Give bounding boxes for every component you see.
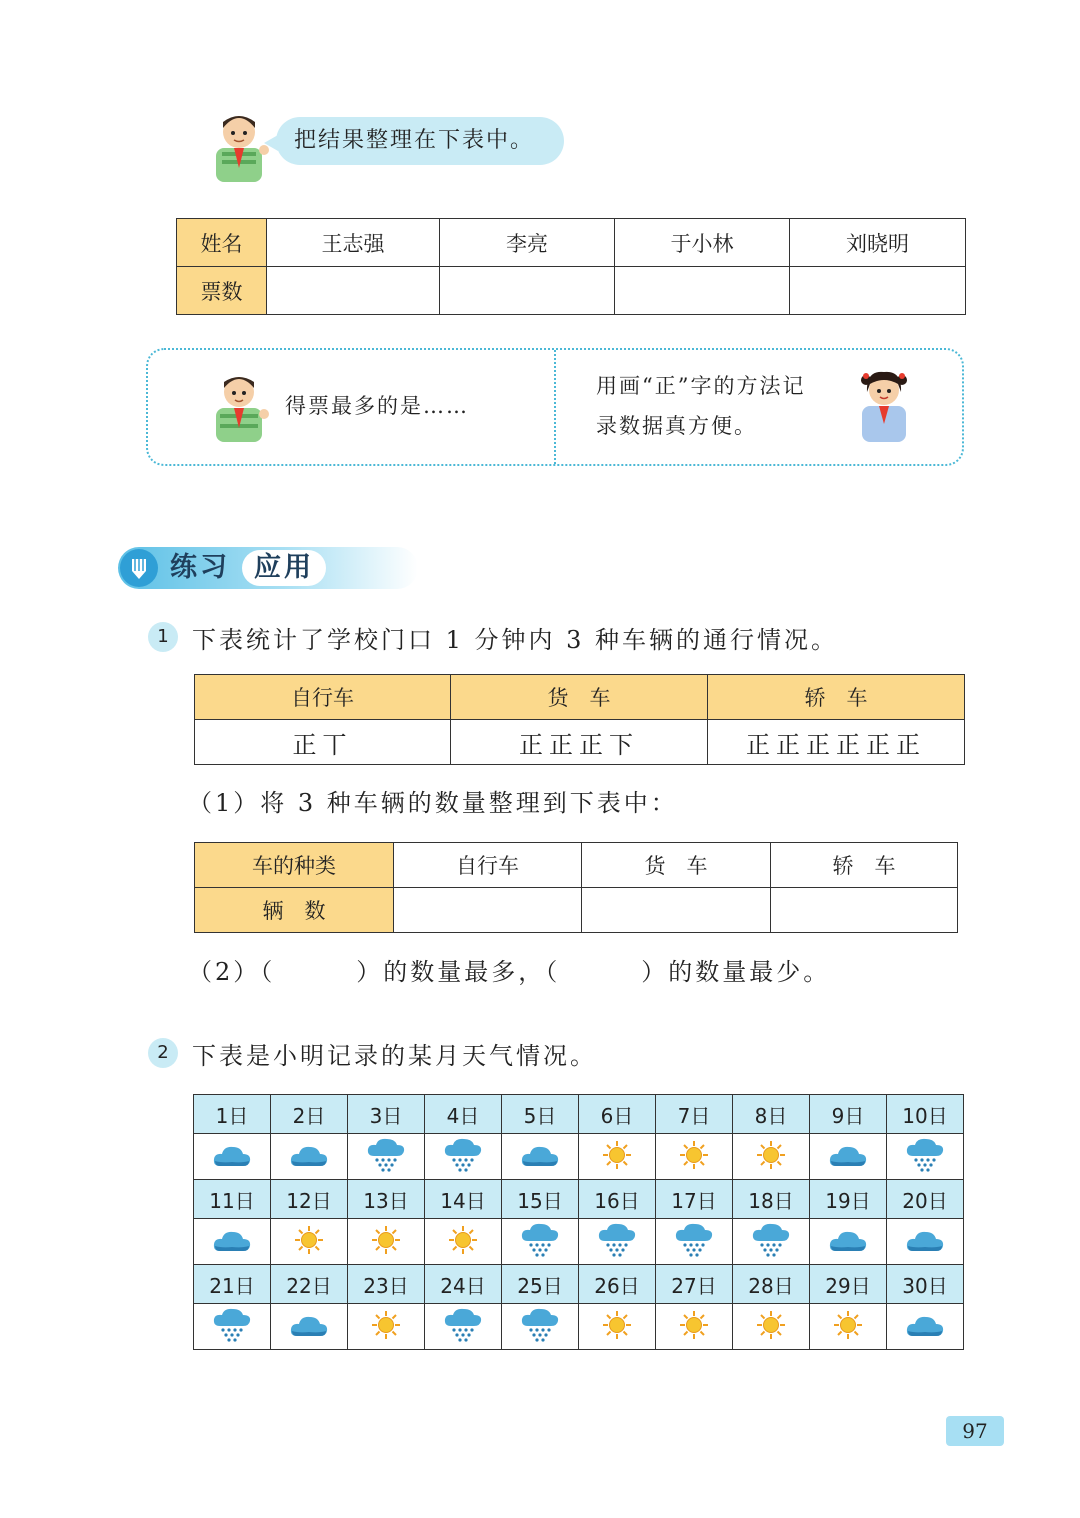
question-text: 下表是小明记录的某月天气情况。 — [192, 1042, 597, 1070]
weather-icon-cell — [502, 1219, 579, 1265]
count-table-type-label: 车的种类 — [195, 843, 394, 888]
sun-icon — [448, 1225, 478, 1259]
hint-right-text: 录数据真方便。 — [596, 414, 757, 438]
cloud-icon — [905, 1312, 945, 1342]
speech-bubble: 把结果整理在下表中。 — [276, 117, 564, 165]
weather-date-cell: 9日 — [810, 1095, 887, 1134]
cloud-icon — [828, 1142, 868, 1172]
weather-icon-cell — [271, 1304, 348, 1350]
weather-icon-cell — [579, 1219, 656, 1265]
sun-icon — [371, 1310, 401, 1344]
sub-question-1: （1）将 3 种车辆的数量整理到下表中： — [188, 789, 678, 817]
sun-icon — [833, 1310, 863, 1344]
cloud-icon — [828, 1227, 868, 1257]
count-table-empty-cell[interactable] — [771, 888, 958, 933]
weather-icon-cell — [733, 1134, 810, 1180]
weather-date-cell: 6日 — [579, 1095, 656, 1134]
rain-icon — [520, 1221, 560, 1263]
tally-marks: 正 — [292, 730, 323, 759]
weather-icon-cell — [733, 1304, 810, 1350]
weather-date-cell: 29日 — [810, 1265, 887, 1304]
hint-right-text: 用画“正”字的方法记 — [596, 374, 806, 398]
weather-date-cell: 10日 — [887, 1095, 964, 1134]
count-table-empty-cell[interactable] — [394, 888, 582, 933]
weather-icon-cell — [425, 1219, 502, 1265]
vote-table-empty-cell[interactable] — [440, 267, 615, 315]
weather-date-cell: 25日 — [502, 1265, 579, 1304]
tally-table — [194, 674, 965, 765]
rain-icon — [212, 1306, 252, 1348]
sun-icon — [602, 1310, 632, 1344]
rain-icon — [751, 1221, 791, 1263]
weather-icon-cell — [271, 1219, 348, 1265]
tally-table-header: 自行车 — [195, 675, 451, 720]
weather-icon-cell — [656, 1219, 733, 1265]
weather-icon-cell — [348, 1134, 425, 1180]
weather-icon-cell — [348, 1304, 425, 1350]
rain-icon — [366, 1136, 406, 1178]
sun-icon — [679, 1310, 709, 1344]
weather-icon-cell — [425, 1134, 502, 1180]
cloud-icon — [212, 1142, 252, 1172]
pencil-icon — [120, 549, 158, 587]
weather-icon-cell — [502, 1134, 579, 1180]
vote-table-name-label: 姓名 — [177, 219, 267, 267]
weather-icon-cell — [194, 1134, 271, 1180]
cloud-icon — [905, 1227, 945, 1257]
page-number: 97 — [946, 1416, 1004, 1446]
weather-icon-cell — [579, 1304, 656, 1350]
weather-date-cell: 7日 — [656, 1095, 733, 1134]
weather-icon-cell — [502, 1304, 579, 1350]
weather-date-cell: 14日 — [425, 1180, 502, 1219]
question-number-badge: 1 — [148, 622, 178, 652]
count-table-header: 货 车 — [582, 843, 771, 888]
weather-date-cell: 18日 — [733, 1180, 810, 1219]
weather-icon-cell — [656, 1134, 733, 1180]
section-title: 应用 — [242, 550, 326, 586]
vote-table-name: 于小林 — [615, 219, 790, 267]
vote-table-empty-cell[interactable] — [790, 267, 966, 315]
weather-date-cell: 12日 — [271, 1180, 348, 1219]
rain-icon — [443, 1306, 483, 1348]
weather-icon-cell — [810, 1304, 887, 1350]
vote-table-empty-cell[interactable] — [615, 267, 790, 315]
sun-icon — [756, 1140, 786, 1174]
weather-icon-cell — [733, 1219, 810, 1265]
cloud-icon — [289, 1312, 329, 1342]
weather-date-cell: 11日 — [194, 1180, 271, 1219]
cloud-icon — [520, 1142, 560, 1172]
weather-date-cell: 26日 — [579, 1265, 656, 1304]
section-title: 练习 — [170, 552, 230, 583]
weather-date-cell: 27日 — [656, 1265, 733, 1304]
weather-date-cell: 17日 — [656, 1180, 733, 1219]
rain-icon — [674, 1221, 714, 1263]
sub-question-2: （2）（ ）的数量最多，（ ）的数量最少。 — [188, 958, 831, 986]
weather-date-cell: 4日 — [425, 1095, 502, 1134]
weather-icon-cell — [194, 1304, 271, 1350]
sun-icon — [294, 1225, 324, 1259]
hint-left-text: 得票最多的是…… — [285, 394, 469, 418]
cloud-icon — [212, 1227, 252, 1257]
weather-date-cell: 15日 — [502, 1180, 579, 1219]
weather-date-cell: 24日 — [425, 1265, 502, 1304]
sun-icon — [602, 1140, 632, 1174]
weather-icon-cell — [887, 1134, 964, 1180]
vote-table — [176, 218, 966, 315]
weather-date-cell: 28日 — [733, 1265, 810, 1304]
tally-cell — [195, 720, 451, 765]
weather-icon-cell — [887, 1304, 964, 1350]
weather-date-cell: 16日 — [579, 1180, 656, 1219]
rain-icon — [905, 1136, 945, 1178]
weather-date-cell: 5日 — [502, 1095, 579, 1134]
vote-table-votes-label: 票数 — [177, 267, 267, 315]
question-text: 下表统计了学校门口 1 分钟内 3 种车辆的通行情况。 — [192, 626, 839, 654]
tally-table-header: 货 车 — [451, 675, 708, 720]
sun-icon — [371, 1225, 401, 1259]
weather-date-cell: 13日 — [348, 1180, 425, 1219]
weather-date-cell: 8日 — [733, 1095, 810, 1134]
weather-date-cell: 23日 — [348, 1265, 425, 1304]
tally-table-header: 轿 车 — [708, 675, 965, 720]
count-table — [194, 842, 958, 933]
rain-icon — [520, 1306, 560, 1348]
weather-icon-cell — [810, 1219, 887, 1265]
count-table-header: 自行车 — [394, 843, 582, 888]
girl-illustration — [856, 366, 912, 442]
weather-date-cell: 30日 — [887, 1265, 964, 1304]
weather-date-cell: 1日 — [194, 1095, 271, 1134]
count-table-header: 轿 车 — [771, 843, 958, 888]
vote-table-name: 刘晓明 — [790, 219, 966, 267]
count-table-count-label: 辆 数 — [195, 888, 394, 933]
rain-icon — [597, 1221, 637, 1263]
weather-icon-cell — [656, 1304, 733, 1350]
weather-date-cell: 22日 — [271, 1265, 348, 1304]
vote-table-empty-cell[interactable] — [267, 267, 440, 315]
weather-icon-cell — [271, 1134, 348, 1180]
hint-divider — [554, 350, 556, 464]
weather-icon-cell — [887, 1219, 964, 1265]
weather-date-cell: 2日 — [271, 1095, 348, 1134]
tally-marks: 正正正正正 — [746, 730, 896, 759]
weather-date-cell: 21日 — [194, 1265, 271, 1304]
tally-partial-mark: 下 — [609, 730, 639, 759]
count-table-empty-cell[interactable] — [582, 888, 771, 933]
weather-icon-cell — [348, 1219, 425, 1265]
tally-marks: 正正正 — [519, 730, 609, 759]
question-number-badge: 2 — [148, 1038, 178, 1068]
tally-partial-mark: 正 — [896, 730, 926, 759]
tally-partial-mark: 丅 — [322, 730, 353, 759]
cloud-icon — [289, 1142, 329, 1172]
weather-icon-cell — [579, 1134, 656, 1180]
weather-icon-cell — [425, 1304, 502, 1350]
sun-icon — [756, 1310, 786, 1344]
sun-icon — [679, 1140, 709, 1174]
weather-date-cell: 3日 — [348, 1095, 425, 1134]
weather-icon-cell — [810, 1134, 887, 1180]
vote-table-name: 李亮 — [440, 219, 615, 267]
boy-illustration — [208, 370, 270, 442]
rain-icon — [443, 1136, 483, 1178]
weather-icon-cell — [194, 1219, 271, 1265]
tally-cell — [451, 720, 708, 765]
weather-date-cell: 19日 — [810, 1180, 887, 1219]
weather-date-cell: 20日 — [887, 1180, 964, 1219]
vote-table-name: 王志强 — [267, 219, 440, 267]
tally-cell — [708, 720, 965, 765]
weather-table — [193, 1094, 964, 1350]
